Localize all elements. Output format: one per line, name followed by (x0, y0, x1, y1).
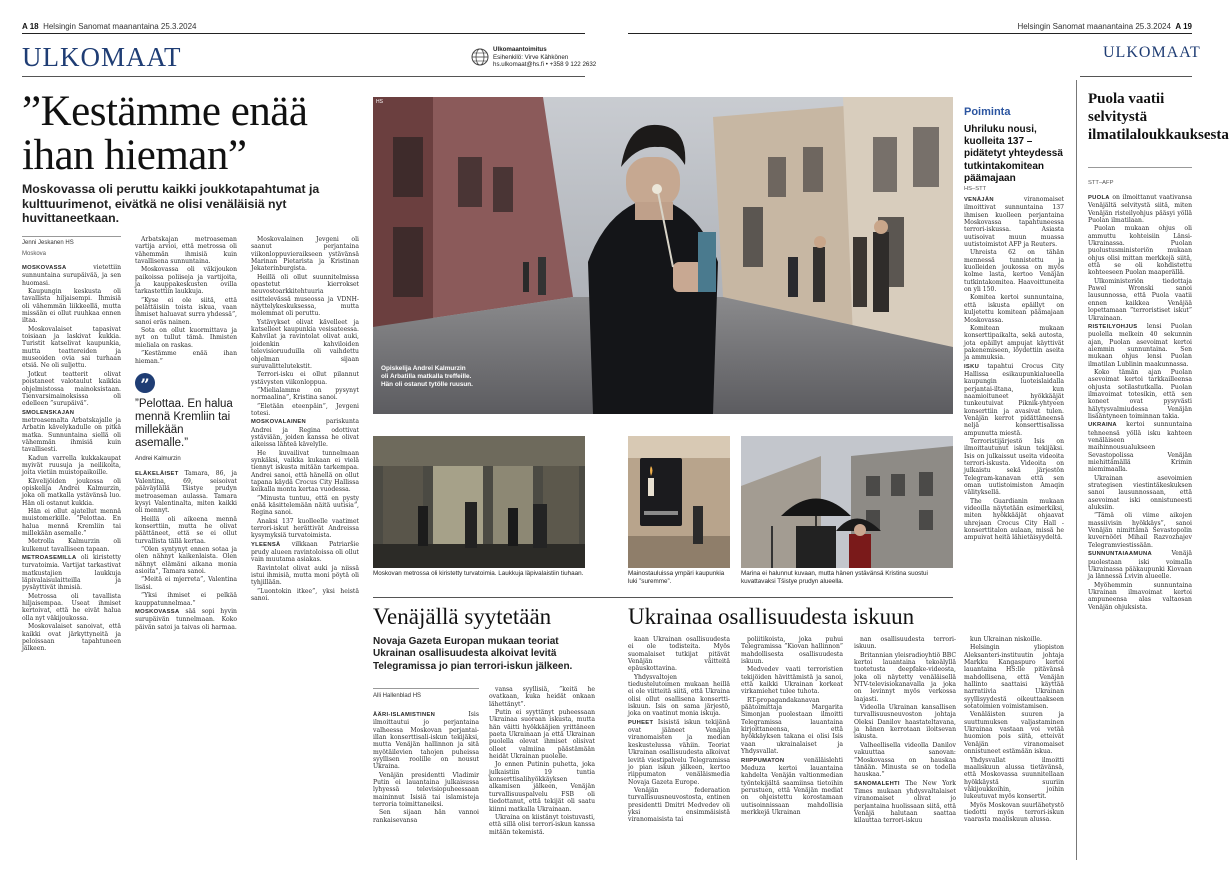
paragraph (964, 636, 1064, 643)
left-top-rule (22, 33, 585, 34)
paragraph-text: Sen sijaan hän vannoi rankaisevansa (373, 809, 479, 824)
pullquote (135, 373, 237, 462)
briefs-body (964, 196, 1064, 616)
paragraph-text: Moskovalaiset tapasivat toisiaan ja laskivat kukkia. Turistit katselivat kaupunkia, mutta teattereiden ja museoiden ovia sai turhaan etsiä. Ne oli suljettu. (22, 325, 121, 370)
paragraph (854, 636, 956, 651)
paragraph-text: kaan Ukrainan osallisuudesta ei ole todisteita. Myös suomalaiset tutkijat pitävät Venäjän väitteitä epäuskottavina. (628, 636, 730, 673)
briefs-headline: Uhriluku nousi, kuolleita 137 – pidätetyt yhteydessä tutkintakomitean päämajaan (964, 124, 1063, 184)
paragraph (964, 438, 1064, 497)
main-col-1 (22, 264, 121, 862)
paragraph-lead: SANOMALEHTI (854, 780, 900, 787)
paragraph-text: sää sopi hyvin surupäivän tunnelmaan. Koko päivän satoi ja taivas oli harmaa. (135, 607, 237, 631)
paragraph-text: Anaksi 137 kuolleelle vaatimet terrori-iskut herättivät Andreissa kysymyksiä turvatoimista. (251, 517, 359, 540)
main-dateline: Moskova (22, 251, 47, 257)
paragraph (135, 470, 237, 515)
ukraina-col-1 (628, 636, 730, 862)
paragraph-text: tapahtui Crocus City Hallissa esikaupunkialueella kaupungin luoteislaidalla perjantai-iltana, kun naamioituneet hyökkääjät tunkeutuivat Piknik-yhtyeen konserttiin ja avasivat tulen. Venäjän kerrot pidättäneensä neljä konserttisalissa ampunutta miestä. (964, 362, 1064, 437)
side-credit: STT–AFP (1088, 180, 1114, 186)
paragraph (964, 498, 1064, 542)
paragraph (964, 711, 1064, 755)
paragraph-text: venäläislehti Meduza kertoi lauantaina kahdelta Venäjän valtionmedian työntekijältä saamiinsa tietoihin perustuen, että Venäjän mediat on ohjeistettu korostamaan uutisoinnissaan mahdollisia merkkejä Ukrainan (741, 756, 843, 816)
paragraph-text: Isis ilmoittautui jo perjantaina valheessa Moskovan perjantai-illan konserttisali-iskun tekijäksi, mutta Venäjän hallinnon ja sitä myötäilevien tahojen puheissa syyllisen roolille on nousut Ukraina. (373, 711, 479, 771)
paragraph-text: vilkkaan Patriaršie prudy alueen ravintoloissa oli ollut vain muutama asiakas. (251, 540, 359, 564)
paragraph-text: Venäjän presidentti Vladimir Putin ei lauantaina julkaisussa lyhyessä televisiopuheessaan maininnut Isisiä tai islamisteja terroria toimittaneiksi. (373, 771, 479, 809)
main-headline-line-1: ”Kestämme enää (22, 88, 308, 135)
paragraph-text: Moskovassa oli väkijoukon paikoissa poliiseja ja vartijoita, ja kauppakeskusten ovilla tarkastettiin laukkuja. (135, 266, 237, 296)
paragraph (854, 652, 956, 703)
paragraph (251, 541, 359, 564)
paragraph-text: Moskovalainen Jevgeni oli saanut perjantaina viikonloppuvieraikseen ystävänsä Marinan Pietarista ja Kristinan Jekaterinburgista. (251, 236, 359, 273)
paragraph-lead: SUNNUNTAIAAMUNA (1088, 551, 1152, 558)
paragraph (22, 371, 121, 408)
paragraph-text: ”Minusta tuntuu, että en pysty enää käsittelemään näitä uutisia”, Regina sanoi. (251, 494, 359, 517)
paragraph (251, 236, 359, 273)
billboard-photo-scene (628, 436, 730, 568)
byline-rule (22, 236, 121, 237)
paragraph (22, 554, 121, 592)
paragraph-lead: ISKU (964, 363, 980, 370)
paragraph-text: Valheellisella videolla Danilov vakuuttaa sanovan: ”Moskovassa on hauskaa tänään. Minusta se on todella hauskaa.” (854, 741, 956, 779)
metro-photo-scene (373, 436, 585, 568)
paragraph-text: Kadun varrella kukkakaupat myivät ruusuja ja neilikoita, joita vietiin muistopaikoille. (22, 454, 121, 477)
paragraph-text: Hän ei ollut ajatellut mennä muistomerkille. ”Pelottaa. En halua mennä Kremliin tai millekään asemalle.” (22, 508, 121, 538)
paragraph (22, 508, 121, 537)
paragraph (964, 644, 1064, 710)
paragraph-lead: UKRAINA (1088, 422, 1117, 429)
main-byline: Jenni Jeskanen HS (22, 240, 74, 246)
paragraph (628, 674, 730, 718)
paragraph-text: Helsingin yliopiston Aleksanteri-instituutin johtaja Markku Kangaspuro kertoi lauantaina HS:lle pitävänsä mahdollisena, että Venäjän hallinto saattaisi käyttää narratiivia Ukrainan syyllisyydestä oikeuttaakseen sotatoimien voimistamisen. (964, 644, 1064, 711)
paragraph-lead: METROASEMILLA (22, 555, 77, 562)
paragraph (22, 593, 121, 622)
paragraph-text: Myös Moskovan suurlähetystö tiedotti myös terrori-iskun vaarasta maaliskuun alussa. (964, 801, 1064, 824)
paragraph (22, 623, 121, 652)
paragraph-text: Yhdysvaltojen tiedustelutoimen mukaan heillä ei ole viitteitä siitä, että Ukraina olisi ollut osallisena konsertti-iskuun. Isis on sama järjestö, joka on vaatinut monia iskuja. (628, 673, 730, 718)
paragraph-text: Myöhemmin sunnuntaina Ukrainan ilmavoimat kertoi ampuneensa alas valtaosan Venäjän ohjuksista. (1088, 581, 1192, 611)
paragraph (251, 319, 359, 370)
paragraph (854, 742, 956, 779)
paragraph (135, 236, 237, 265)
paragraph (22, 478, 121, 507)
right-page-folio (1017, 22, 1192, 31)
paragraph (1088, 369, 1192, 420)
paragraph (373, 711, 479, 771)
paragraph-text: ”Eletään eteenpäin”, Jevgeni totesi. (251, 402, 359, 417)
paragraph-text: Sota on ollut kuormittava ja nyt on tullut tämä. Ihmisten mieliala on raskas. (135, 327, 237, 349)
paragraph (741, 697, 843, 756)
paragraph-text: viranomaiset ilmoittivat sunnuntaina 137 ihmisen kuolleen perjantaina Moskovassa tapahtuneessa terrori-iskussa. Asiasta uutisoivat muun muassa uutistoimistot AFP ja Reuters. (964, 196, 1064, 249)
desk-editor: Esihenkilö: Virve Kähkönen (493, 53, 569, 61)
venaja-col-2 (489, 686, 595, 862)
paragraph-text: ”Olen syntynyt ennen sotaa ja olen nähnyt kaikenlaista. Olen nähnyt elämäni aikana monia asioita”, Tamara sanoi. (135, 546, 237, 576)
pullquote-author: Andrei Kalmurzin (135, 455, 181, 462)
paragraph (854, 780, 956, 825)
pullquote-text: ”Pelottaa. En halua mennä Kremliin tai millekään asemalle.” (135, 397, 233, 450)
paragraph (489, 686, 595, 708)
paragraph (373, 772, 479, 809)
paragraph-text: ”Luontokin itkee”, yksi heistä sanoi. (251, 587, 359, 603)
main-photo (373, 97, 953, 414)
paragraph-text: RT-propagandakanavan päätoimittaja Margarita Simonjan puolestaan ilmoitti Telegramissa lauantaina kirjoittaneensa, että hyökkäyksen takana ei olisi Isis vaan ukrainalaiset ja Yhdysvallat. (741, 696, 843, 756)
paragraph (251, 371, 359, 386)
paragraph-text: Metrossa oli tavallista hiljaisempaa. Useat ihmiset kertoivat, että he eivät halua olla nyt väkijoukossa. (22, 592, 121, 622)
paragraph-text: Britannian yleisradioyhtiö BBC kertoi lauantaina tekoälyllä tuotetusta deepfake-videosta, joka oli näytetty venäläisellä NTV-televisiokanavalla ja joka on levinnyt myös verkossa laajasti. (854, 651, 956, 703)
paragraph (1088, 225, 1192, 276)
ukraina-col-3 (854, 636, 956, 862)
left-page-number: A 18 (22, 22, 39, 31)
paragraph (1088, 323, 1192, 368)
right-top-rule (628, 33, 1192, 34)
paragraph (251, 418, 359, 448)
paragraph-lead: MOSKOVASSA (135, 608, 180, 615)
left-header-rule (22, 76, 585, 77)
paragraph-text: ”Tämä oli viime aikojen massiivisin hyökkäys”, sanoi Venäjän nimittämä Sevastopolin kuvernööri Mihail Razvozhajev Telegramviestissään. (1088, 512, 1192, 549)
paragraph-lead: RISTEILYOHJUS (1088, 323, 1138, 330)
paragraph (1088, 550, 1192, 580)
paragraph (251, 387, 359, 402)
paragraph-text: Ukrainan asevoimien strategisen viestintäkeskuksen sanoi lausunnossaan, että asevoimat iski onnistuneesti aluksiin. (1088, 474, 1192, 512)
paragraph (135, 516, 237, 545)
paragraph-text: Ravintolat olivat auki ja niissä istui ihmisiä, mutta moni pöytä oli tyhjillään. (251, 564, 359, 587)
paragraph (1088, 475, 1192, 512)
right-header-rule (1080, 76, 1192, 77)
paragraph-text: The New York Times mukaan yhdysvaltalaiset viranomaiset olivat jo perjantaina huolissaan siitä, että Venäjä halutaan saattaa kilauttaa terrori-iskuu (854, 779, 956, 825)
briefs-credit: HS–STT (964, 186, 987, 192)
main-col-3 (251, 236, 359, 862)
paragraph-lead: MOSKOVALAINEN (251, 419, 306, 426)
venaja-col-1 (373, 711, 479, 862)
desk-email-phone: hs.ulkomaat@hs.fi • +358 9 122 2632 (493, 61, 597, 69)
side-divider (1076, 80, 1077, 860)
paragraph-text: poliitikoista, joka puhui Telegramissa ”Kiovan hallinnon” mahdollisesta osallisuudesta iskuun. (741, 636, 843, 666)
paragraph-text: Videolla Ukrainan kansallisen turvallisuusneuvoston johtaja Oleksi Danilov haastateltavana, ja hänen kerrotaan iloitsevan iskusta. (854, 704, 956, 741)
main-photo-caption: Opiskelija Andrei Kalmurzin oli Arbatilla matkalla treffeille. Hän oli ostanut tytölle ruusun. (381, 365, 473, 388)
paragraph-text: Komitean mukaan konserttipaikalta, sekä autosta, jota epäillyt ampujat käyttivät pakenemiseen, löydettiin aseita ja ammuksia. (964, 324, 1064, 362)
paragraph-text: ”Kestämme enää ihan hieman.” (135, 350, 237, 365)
side-byline-rule (1088, 167, 1192, 168)
paragraph (22, 455, 121, 477)
ukraina-headline: Ukrainaa osallisuudesta iskuun (628, 604, 915, 629)
paragraph (251, 518, 359, 540)
paragraph (1088, 512, 1192, 549)
globe-icon (470, 47, 490, 67)
metro-photo (373, 436, 585, 568)
paragraph-text: Arbatskajan metroaseman vartija arvioi, että metrossa oli vähemmän ihmisiä kuin tavallisena sunnuntaina. (135, 236, 237, 266)
paragraph (489, 761, 595, 812)
side-headline: Puola vaatii selvitystä ilmatilaloukkauksesta (1088, 91, 1229, 143)
paragraph-text: ”Mielialamme on pysynyt normaalina”, Kristina sanoi. (251, 386, 359, 402)
paragraph-text: Uhreista 62 on tähän mennessä tunnistettu ja kuolleiden joukossa on myös kolme lasta, kertoo Venäjän tutkintakomitea. Haavoittuneita on yli 150. (964, 249, 1064, 294)
venaja-byline: Alli Hallenblad HS (373, 693, 422, 699)
paragraph-lead: SMOLENSKAJAN (22, 409, 75, 416)
paragraph-text: vietettiin sunnuntaina surupäivää, ja sen huomasi. (22, 264, 121, 287)
paragraph-text: ”Meitä ei mjerreta”, Valentina lisäsi. (135, 576, 237, 591)
paragraph-text: on ilmoittanut vaativansa Venäjältä selvitystä siitä, miten Venäjän risteilyohjus pääsyi yöllä Puolan ilmatilaan. (1088, 194, 1192, 225)
venaja-headline: Venäjällä syytetään (373, 604, 552, 629)
paragraph-text: nan osallisuudesta terrori-iskuun. (854, 636, 956, 651)
paragraph-lead: RIIPPUMATON (741, 757, 785, 764)
paragraph (964, 249, 1064, 293)
paragraph (489, 709, 595, 760)
paragraph (628, 636, 730, 673)
paragraph-text: ”Kyse ei ole siitä, että pelättäisiin toista iskua, vaan ihmiset haluavat surra yhdessä”, sanoi eräs nainen. (135, 296, 237, 326)
paragraph-lead: MOSKOVASSA (22, 265, 67, 271)
paragraph (251, 450, 359, 494)
paragraph-text: pariskunta Andrei ja Regina odottivat ystäviään, joiden kanssa he olivat aikeissa lähteä kävelylle. (251, 418, 359, 449)
paragraph (135, 266, 237, 295)
main-col-2 (135, 236, 237, 862)
metro-photo-caption: Moskovan metrossa oli kiristetty turvatoimia. Laukkuja läpivalaistiin tiuhaan. (373, 570, 584, 577)
paragraph (854, 704, 956, 741)
paragraph-text: ”Yksi ihmiset ei pelkää kauppatunnelmaa.” (135, 592, 237, 607)
paragraph (964, 325, 1064, 362)
paragraph (251, 274, 359, 318)
paragraph (489, 814, 595, 836)
paragraph-text: vansa syyllisiä, ”keitä he ovatkaan, kuka heidät onkaan lähettänyt”. (489, 686, 595, 708)
paragraph-text: Yhdysvallat ilmoitti maaliskuun alussa tietävänsä, että Moskovassa suunnitellaan hyökkäystä suuriin väkijoukkoihin, joihin lukeutuvat myös konsertit. (964, 756, 1064, 801)
paragraph (373, 809, 479, 824)
paragraph-text: He kuvailivat tunnelmaan synkäksi, vaikka kukaan ei vielä tiennyt iskusta mitään tarkempaa. Andrei sanoi, että hänellä on ollut tapana käydä Crocus City Hallissa keikalla monta kertaa vuodessa. (251, 449, 359, 494)
paragraph (135, 327, 237, 349)
left-paper-line: Helsingin Sanomat maanantaina 25.3.2024 (43, 22, 197, 31)
desk-title: Ulkomaantoimitus (493, 46, 547, 53)
paragraph-text: Koko tämän ajan Puolan asevoimat kertoi tarkkailleensa ohjusta sotilastutkalla. Puolan ilmavoimat totesikin, että sen koneet ovat pysyvästi hälytysvalmiudessa Venäjän lisääntyneen toiminnan takia. (1088, 368, 1192, 420)
paragraph (964, 363, 1064, 437)
desk-contact (493, 46, 596, 69)
paragraph (22, 538, 121, 553)
paragraph (251, 495, 359, 517)
paragraph-lead: ELÄKELÄISET (135, 470, 179, 477)
lower-story-rule (373, 597, 953, 598)
paragraph (964, 802, 1064, 824)
paragraph (1088, 421, 1192, 473)
umbrella-photo-scene (741, 436, 953, 568)
ukraina-col-4 (964, 636, 1064, 862)
paragraph-text: Metrolla Kalmurzin oli kulkenut tavalliseen tapaan. (22, 538, 121, 553)
paragraph-text: oli kiristetty turvatoimia. Vartijat tarkastivat matkustajien laukkuja läpivalaisulaitteilla ja pysäyttivät ihmisiä. (22, 554, 121, 592)
paragraph-text: Ystävykset olivat kävelleet ja katselleet kaupunkia vesisateessa. Kahvilat ja ravintolat olivat auki, joidenkin kahviloiden televisioruuduilla oli vaihdettu ohjelman sijaan suruvalittelutekstit. (251, 318, 359, 370)
paragraph-text: Isisistä iskun tekijänä ovat jääneet Venäjän viranomaisten ja median keskustelussa vähiin. Teoriat Ukrainan osallisuudesta alkoivat levitä viestipalvelu Telegramissa jo pian iskun jälkeen, kertoo riippumaton venäläismedia Novaja Gazeta Europe. (628, 718, 730, 786)
right-section-title: ULKOMAAT (1103, 44, 1201, 61)
right-page-number: A 19 (1175, 22, 1192, 31)
paragraph (1088, 582, 1192, 611)
paragraph-text: Ulkoministeriön tiedottaja Pawel Wronski sanoi lausunnossa, että Puola vaatii ennen kaikkea Venäjää lopettamaan ”terroristiset iskut” Ukrainaan. (1088, 277, 1192, 322)
paragraph-text: Venäläisten suuren ja suuttumuksen valjastaminen Ukrainaa vastaan voi vetää huomion pois siitä, etteivät Venäjän viranomaiset onnistuneet estämään iskua. (964, 711, 1064, 756)
paragraph-text: Kaupungin keskusta oli tavallista hiljaisempi. Ihmisiä oli vähemmän liikkeellä, mutta missään ei ollut ruuhkaa ennen iltaa. (22, 288, 121, 325)
main-headline (22, 90, 307, 178)
paragraph-lead: VENÄJÄN (964, 197, 994, 203)
quote-mark-icon: ” (135, 373, 155, 393)
paragraph-text: Venäjän federaation turvallisuusneuvostosta, entinen presidentti Dmitri Medvedev oli yksi ensimmäisistä viranomaisista tai (628, 786, 730, 824)
paragraph-text: Jo ennen Putinin puhetta, joka julkaistiin 19 tuntia konserttisalihyökkäyksen alkamisen jälkeen, Venäjän turvallisuuspalvelu FSB oli tiedottanut, että tekijät oli saatu kiinni matkalla Ukrainaan. (489, 761, 595, 813)
umbrella-photo (741, 436, 953, 568)
paragraph (1088, 278, 1192, 322)
paragraph (251, 588, 359, 603)
paragraph-text: kun Ukrainan niskoille. (970, 636, 1042, 643)
billboard-photo (628, 436, 730, 568)
main-headline-line-2: ihan hieman” (22, 132, 247, 179)
paragraph-text: Ukraina on kiistänyt toistuvasti, että sillä olisi terrori-iskun kanssa mitään tekemistä. (489, 813, 595, 836)
paragraph (135, 297, 237, 326)
paragraph (628, 787, 730, 824)
paragraph-lead: PUOLA (1088, 195, 1110, 201)
paragraph (964, 196, 1064, 248)
paragraph-text: Komitea kertoi sunnuntaina, että iskusta epäillyt on kuljetettu komitean päämajaan Moskovassa. (964, 294, 1064, 324)
paragraph-text: Puolan mukaan ohjus oli ammuttu kohteisiin Länsi-Ukrainassa. Puolan puolustusministeriön mukaan ohjus olisi mittan merkkejä siitä, että se oli kohdistettu kohteeseen Puolan maaperällä. (1088, 225, 1192, 277)
paragraph-text: Venäjä puolestaan iski voimalla Ukrainassa pääkaupunki Kiovaan ja lännessä Lvivin alueelle. (1088, 550, 1192, 581)
paragraph-text: Tamara, 86, ja Valentina, 69, seisoivat pääväylällä Tšistye prudyn metroaseman aulassa. Tamara kysyi Valentinalta, miten kaikki oli mennyt. (135, 469, 237, 515)
paragraph-text: The Guardianin mukaan videoilla näytetään esimerkiksi, miten hyökkääjät ohjaavat uhrejaan Crocus City Hall -konserttitalon aulaan, missä he ampuivat heitä lähietäisyydeltä. (964, 497, 1064, 542)
paragraph-text: Medvedev vaati terroristien tekijöiden hävittämistä ja sanoi, että kaikki Ukrainan korkeat virkamiehet tulee tuhota. (741, 666, 843, 696)
paragraph-text: Jotkut teatterit olivat poistaneet valotaulut kaikkia ohjelmistossa mainoksistaan. Tienvarsimainoksissa oli edelleen ”surupäivä”. (22, 370, 121, 408)
paragraph-text: metroasemalta Arbatskajalle ja Arbatin kävelykadulle on pitkä matka. Sunnuntaina siellä oli vähemmän ihmisiä kuin tavallisesti. (22, 416, 121, 454)
side-body (1088, 194, 1192, 860)
paragraph (135, 546, 237, 575)
paragraph-text: Terroristijärjestö Isis on ilmoittautunut iskun tekijäksi. Isis on julkaissut useita videoita terrori-iskusta. Videoita on julkaistu sekä järjestön Telegram-kanavan että sen oman uutistoimiston Amaqin välityksellä. (964, 438, 1064, 497)
paragraph-text: lensi Puolan puolella melkein 40 sekunnin ajan, Puolan asevoimat kertoi aiemmin sunnuntaina. Sen mukaan ohjus lensi Puolan ilmatilan Lublinin maakunnassa. (1088, 322, 1192, 368)
paragraph (964, 294, 1064, 323)
paragraph (741, 757, 843, 817)
paragraph-lead: YLEENSÄ (251, 541, 281, 548)
left-page-folio (22, 22, 197, 31)
paragraph (251, 565, 359, 587)
right-paper-line: Helsingin Sanomat maanantaina 25.3.2024 (1017, 22, 1171, 31)
paragraph-text: Kävelijöiden joukossa oli opiskelija Andrei Kalmurzin, joka oli matkalla ystävänsä luo. Hän oli ostanut kukkia. (22, 477, 121, 507)
paragraph (22, 264, 121, 287)
paragraph (741, 636, 843, 665)
paragraph (22, 288, 121, 325)
paragraph (964, 757, 1064, 801)
paragraph-text: Putin ei syyttänyt puheessaan Ukrainaa suoraan iskusta, mutta hän väitti hyökkääjien yrittäneen paeta Ukrainaan ja että Ukrainan puolella olevat ihmiset olisivat olleet valmiina päästämään heidät Ukrainan puolelle. (489, 709, 595, 761)
left-section-title: ULKOMAAT (22, 42, 182, 72)
paragraph (251, 403, 359, 418)
main-deck: Moskovassa oli peruttu kaikki joukkotapahtumat ja kulttuurimenot, eivätkä ne olisi venäläisiä nyt huvittaneetkaan. (22, 182, 320, 226)
billboard-photo-caption: Mainostauluissa ympäri kaupunkia luki ”suremme”. (628, 570, 725, 585)
paragraph (135, 608, 237, 631)
paragraph-text: Heillä oli aikeena mennä konserttiin, mutta he olivat päättäneet, että se ei ollut turvallista tällä kertaa. (135, 515, 237, 545)
paragraph-lead: ÄÄRI-ISLAMISTINEN (373, 712, 436, 718)
paragraph-text: Heillä oli ollut suunnitelmissa opastetut kierrokset neuvostoarkkitehtuuria esittelevässä museossa ja VDNH-näyttelykeskuksessa, mutta molemmat oli peruttu. (251, 273, 359, 318)
briefs-kicker: Poiminta (964, 106, 1011, 118)
paragraph (1088, 194, 1192, 224)
paragraph-text: kertoi sunnuntaina tehneensä yöllä isku kahteen venäläiseen maihinnousualukseen Sevastopolissa Venäjän miehittämällä Krimin niemimaalla. (1088, 421, 1192, 474)
ukraina-col-2 (741, 636, 843, 862)
paragraph-lead: PUHEET (628, 719, 654, 726)
paragraph (22, 409, 121, 454)
paragraph (135, 576, 237, 591)
paragraph (22, 326, 121, 370)
venaja-deck: Novaja Gazeta Europan mukaan teoriat Ukrainan osallisuudesta alkoivat levitä Telegramissa jo pian terrori-iskun jälkeen. (373, 636, 573, 672)
main-photo-credit: HS (376, 99, 383, 105)
paragraph (135, 350, 237, 365)
venaja-byline-rule (373, 688, 479, 689)
umbrella-photo-caption: Marina ei halunnut kuvaan, mutta hänen ystävänsä Kristina suostui kuvattavaksi Tšistye prudyn alueella. (741, 570, 928, 585)
paragraph (135, 592, 237, 607)
paragraph (741, 666, 843, 695)
paragraph-text: Terrori-isku ei ollut pilannut ystävysten viikonloppua. (251, 371, 359, 386)
paragraph-text: Moskovalaiset sanoivat, että kaikki ovat järkyttyneitä ja peloissaan tapahtuneen jälkeen. (22, 623, 121, 653)
paragraph (628, 719, 730, 786)
